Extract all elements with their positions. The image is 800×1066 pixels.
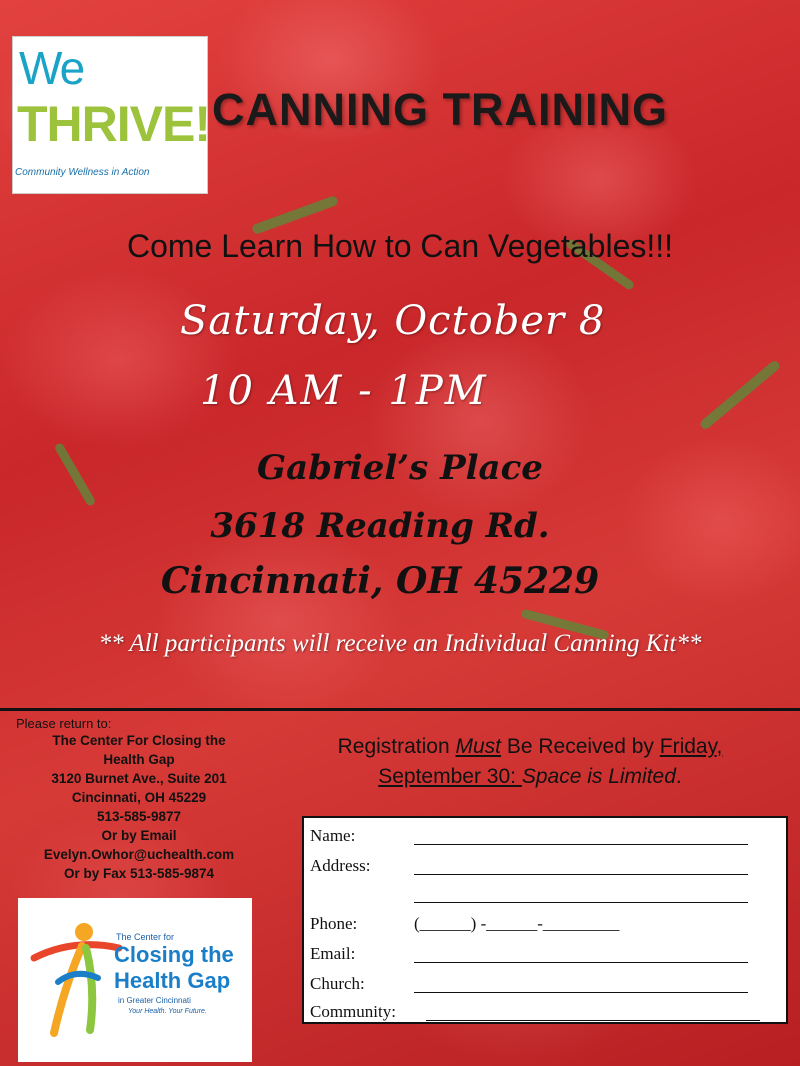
return-line: 3120 Burnet Ave., Suite 201 bbox=[51, 771, 227, 786]
tomato-stem-decoration bbox=[698, 359, 781, 431]
phone-label: Phone: bbox=[310, 914, 358, 933]
closing-health-gap-logo bbox=[18, 898, 252, 1062]
venue-city: Cincinnati, OH 45229 bbox=[160, 560, 600, 602]
church-field[interactable] bbox=[414, 992, 748, 993]
email-field[interactable] bbox=[414, 962, 748, 963]
reg-must: Must bbox=[455, 735, 501, 758]
name-field[interactable] bbox=[414, 844, 748, 845]
reg-limited: Space is Limited bbox=[521, 765, 676, 788]
logo-thrive-text: THRIVE! bbox=[17, 96, 210, 152]
return-info bbox=[10, 716, 268, 883]
registration-form bbox=[302, 816, 788, 1024]
phone-field[interactable]: (______) -______-_________ bbox=[414, 914, 620, 933]
community-field[interactable] bbox=[426, 1020, 760, 1021]
section-divider bbox=[0, 708, 800, 711]
email-label: Email: bbox=[310, 944, 356, 963]
kit-note: ** All participants will receive an Individual Canning Kit** bbox=[98, 630, 702, 657]
return-line: 513-585-9877 bbox=[96, 809, 182, 824]
address-label: Address: bbox=[310, 856, 371, 875]
return-line: Cincinnati, OH 45229 bbox=[71, 790, 207, 805]
reg-sept: September 30: bbox=[378, 765, 522, 788]
return-line: The Center For Closing the bbox=[52, 733, 226, 748]
address-field[interactable] bbox=[414, 874, 748, 875]
return-line: Or by Email bbox=[101, 828, 177, 843]
logo-we-text: We bbox=[19, 42, 84, 94]
we-thrive-logo bbox=[12, 36, 208, 194]
page-title: CANNING TRAINING bbox=[212, 84, 668, 135]
return-line: Or by Fax 513-585-9874 bbox=[63, 866, 215, 881]
reg-text: Be Received by bbox=[501, 735, 660, 758]
reg-text: Registration bbox=[337, 735, 456, 758]
return-line: Health Gap bbox=[103, 752, 175, 767]
subtitle: Come Learn How to Can Vegetables!!! bbox=[126, 228, 674, 264]
logo-tagline: Community Wellness in Action bbox=[15, 167, 150, 178]
logo-region: in Greater Cincinnati bbox=[118, 996, 191, 1005]
venue-street: 3618 Reading Rd. bbox=[210, 506, 550, 546]
venue-name: Gabriel’s Place bbox=[257, 448, 543, 488]
event-time: 10 AM - 1PM bbox=[200, 368, 488, 414]
registration-notice bbox=[268, 732, 792, 792]
logo-small-text: The Center for bbox=[116, 932, 175, 942]
church-label: Church: bbox=[310, 974, 365, 993]
logo-line1: Closing the bbox=[114, 942, 234, 967]
community-label: Community: bbox=[310, 1002, 396, 1021]
reg-friday: Friday, bbox=[659, 735, 723, 758]
logo-line2: Health Gap bbox=[114, 968, 231, 993]
return-label: Please return to: bbox=[16, 716, 112, 731]
address-field-line2[interactable] bbox=[414, 902, 748, 903]
return-line: Evelyn.Owhor@uchealth.com bbox=[43, 847, 235, 862]
logo-slogan: Your Health. Your Future. bbox=[128, 1008, 207, 1015]
name-label: Name: bbox=[310, 826, 356, 845]
person-figure-icon bbox=[24, 918, 124, 1038]
reg-period: . bbox=[675, 765, 682, 788]
event-date: Saturday, October 8 bbox=[180, 298, 606, 344]
